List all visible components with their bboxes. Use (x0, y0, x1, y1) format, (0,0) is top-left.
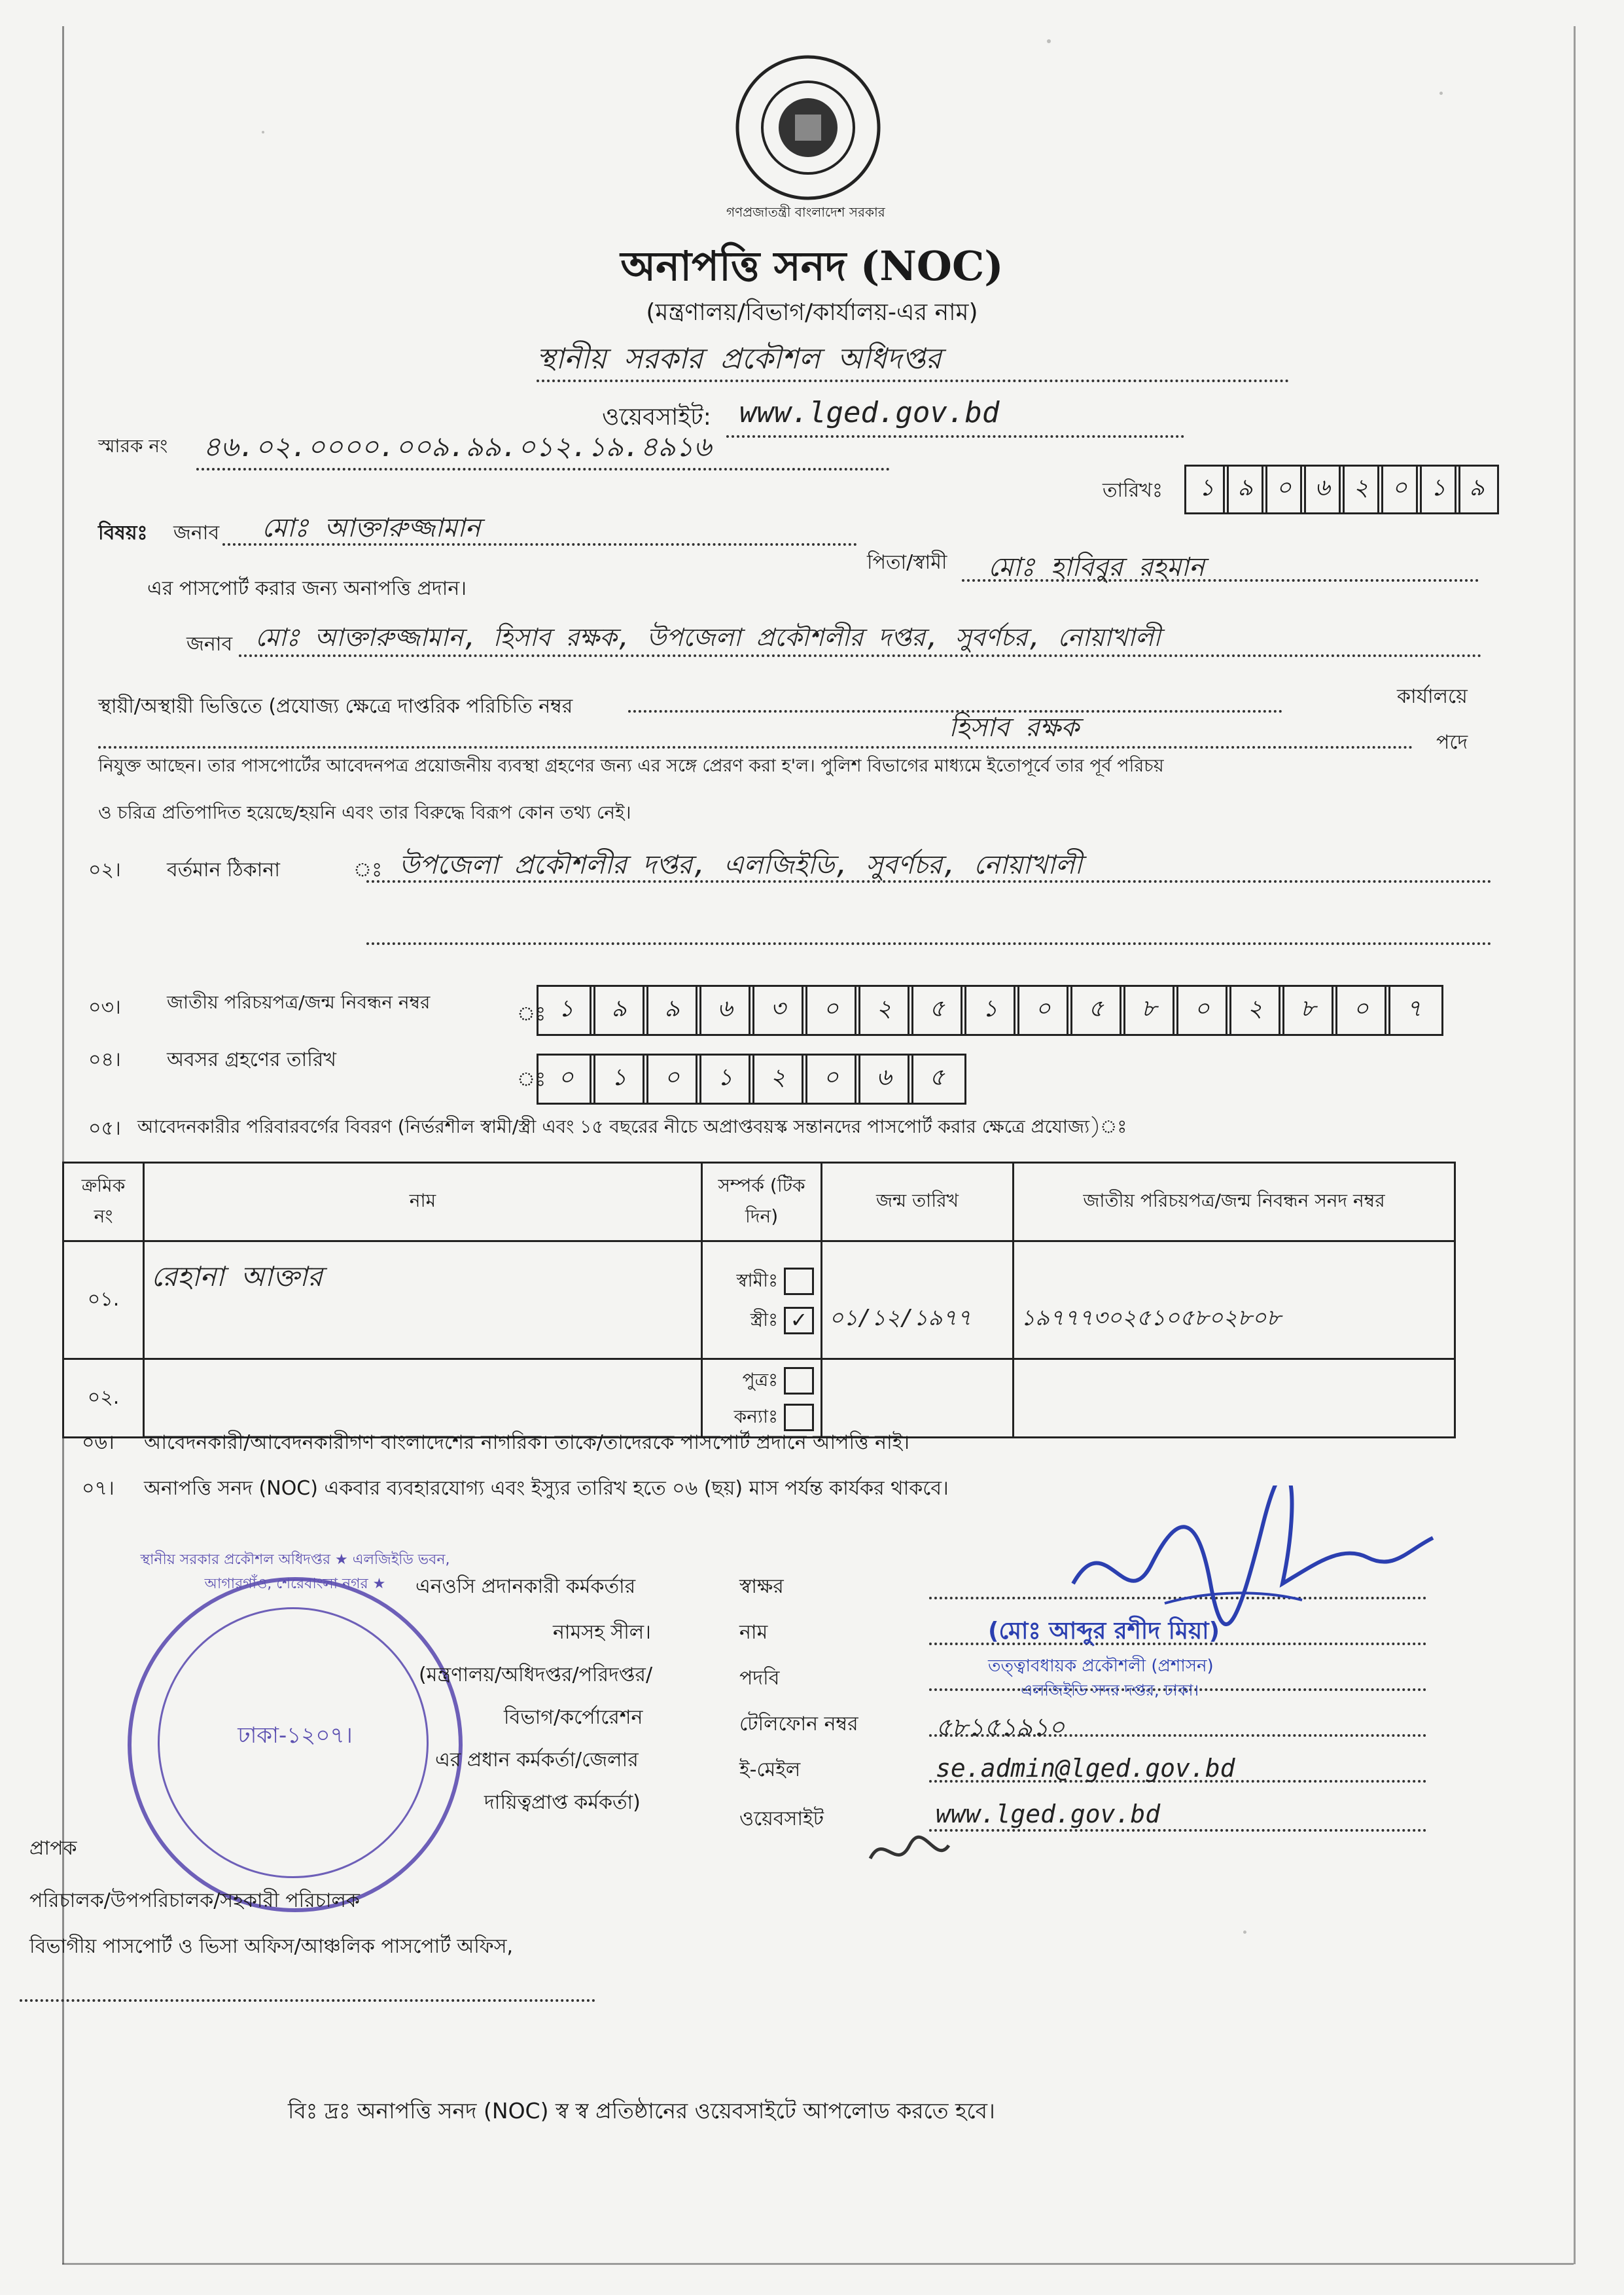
col-relation: সম্পর্ক (টিক দিন) (702, 1163, 822, 1241)
emblem-text: গণপ্রজাতন্ত্রী বাংলাদেশ সরকার (726, 204, 885, 220)
office-name-handwritten: স্থানীয় সরকার প্রকৌশল অধিদপ্তর (537, 342, 942, 376)
scan-noise (262, 131, 264, 133)
subject-label: বিষয়ঃ (98, 522, 148, 544)
father-label: পিতা/স্বামী (867, 551, 947, 574)
service-basis-text: স্থায়ী/অস্থায়ী ভিত্তিতে (প্রযোজ্য ক্ষেত্রে দাপ্তরিক পরিচিতি নম্বর (98, 695, 573, 718)
body-line-c: ও চরিত্র প্রতিপাদিত হয়েছে/হয়নি এবং তার বিরুদ্ধে বিরূপ কোন তথ্য নেই। (98, 802, 631, 823)
nid-digit-box: ২ (1226, 985, 1284, 1036)
item-02-no: ০২। (88, 859, 121, 881)
seal-center-text: ঢাকা-১২০৭। (238, 1722, 353, 1749)
rel-son-checkbox[interactable] (784, 1367, 814, 1395)
row2-relation (702, 1359, 822, 1438)
recipient-label: প্রাপক (29, 1837, 77, 1860)
applicant-name-dotted-line (222, 543, 857, 546)
officer-designation-stamp: তত্ত্বাবধায়ক প্রকৌশলী (প্রশাসন) (988, 1656, 1214, 1676)
father-dotted-line (962, 579, 1479, 582)
date-digit-box: ২ (1339, 465, 1383, 514)
date-label: তারিখঃ (1103, 479, 1163, 502)
field-name-label: নাম (739, 1621, 768, 1644)
retirement-digit-box: ১ (696, 1054, 754, 1105)
bottom-border-line (62, 2263, 1574, 2265)
father-name: মোঃ হাবিবুর রহমান (988, 552, 1205, 582)
officer-label-2: নামসহ সীল। (553, 1621, 651, 1644)
left-border-line (62, 26, 64, 2264)
item-04-no: ০৪। (88, 1048, 121, 1071)
row2-nid (1014, 1359, 1455, 1438)
body-line-b: নিযুক্ত আছেন। তার পাসপোর্টের আবেদনপত্র প্রয়োজনীয় ব্যবস্থা গ্রহণের জন্য এর সঙ্গে প্রেরণ করা হ'ল। পুলিশ বিভাগের মাধ্যমে ইতোপূর্বে তার পূর্ব পরিচয় (98, 756, 1164, 776)
scan-noise (1047, 39, 1051, 43)
rel-wife-checkbox[interactable]: ✓ (784, 1307, 814, 1334)
rel-son-label: পুত্রঃ (742, 1368, 779, 1391)
rel-husband-label: স্বামীঃ (736, 1269, 779, 1291)
nid-digit-box: ৭ (1385, 985, 1443, 1036)
family-table (62, 1162, 1456, 1438)
document-title: অনাপত্তি সনদ (NOC) (620, 242, 1004, 290)
scan-noise (1243, 1930, 1246, 1934)
date-digit-box: ১ (1416, 465, 1460, 514)
row1-dob (822, 1241, 1014, 1359)
website-dotted-line (726, 435, 1184, 438)
row2-dob (822, 1359, 1014, 1438)
colon: ঃ (353, 859, 383, 881)
right-border-line (1574, 26, 1576, 2264)
row1-name-value: রেহানা আক্তার (151, 1260, 323, 1292)
officer-label-6: দায়িত্বপ্রাপ্ত কর্মকর্তা) (484, 1791, 641, 1814)
row1-dob-value: ০১/১২/১৯৭৭ (829, 1305, 972, 1331)
applicant-name-office: মোঃ আক্তারুজ্জামান, হিসাব রক্ষক, উপজেলা প্রকৌশলীর দপ্তর, সুবর্ণচর, নোয়াখালী (255, 623, 1161, 652)
designation-dotted-line (98, 746, 1413, 749)
retirement-digit-box: ০ (537, 1054, 595, 1105)
office-seal (128, 1552, 463, 1912)
item-07-no: ০৭। (82, 1477, 115, 1500)
item-06-no: ০৬। (82, 1431, 115, 1454)
recipient-dotted-line (20, 1999, 595, 2002)
officer-designation-stamp-2: এলজিইডি সদর দপ্তর, ঢাকা। (1021, 1681, 1199, 1699)
retirement-digit-box: ১ (590, 1054, 648, 1105)
officer-label-3: (মন্ত্রণালয়/অধিদপ্তর/পরিদপ্তর/ (419, 1663, 653, 1686)
field-designation-label: পদবি (739, 1667, 780, 1690)
memo-label: স্মারক নং (98, 435, 168, 457)
nid-digit-box: ৫ (908, 985, 966, 1036)
row1-serial: ০১. (63, 1241, 144, 1359)
retirement-digit-box: ২ (749, 1054, 807, 1105)
date-digit-box: ০ (1377, 465, 1422, 514)
retirement-digit-box: ৫ (908, 1054, 966, 1105)
date-digit-box: ৬ (1300, 465, 1345, 514)
rel-daughter-label: কন্যাঃ (733, 1405, 779, 1427)
item-02-label: বর্তমান ঠিকানা (167, 859, 280, 881)
website-field-value: www.lged.gov.bd (936, 1800, 1161, 1828)
nid-digit-box: ০ (1173, 985, 1231, 1036)
col-dob: জন্ম তারিখ (822, 1163, 1014, 1241)
table-row (63, 1241, 1455, 1359)
address-dotted-line-1 (366, 880, 1492, 883)
table-row (63, 1359, 1455, 1438)
memo-number: ৪৬.০২.০০০০.০০৯.৯৯.০১২.১৯.৪৯১৬ (203, 431, 712, 463)
date-digit-box: ১ (1184, 465, 1229, 514)
current-address-value: উপজেলা প্রকৌশলীর দপ্তর, এলজিইডি, সুবর্ণচর, নোয়াখালী (399, 850, 1082, 880)
government-emblem (733, 52, 883, 203)
email-value: se.admin@lged.gov.bd (936, 1754, 1235, 1783)
item-05-label: আবেদনকারীর পরিবারবর্গের বিবরণ (নির্ভরশীল স্বামী/স্ত্রী এবং ১৫ বছরের নীচে অপ্রাপ্তবয়স্ক সন্তানদের পাসপোর্ট করার ক্ষেত্রে প্রযোজ্য)ঃ (137, 1116, 1127, 1137)
item-05-no: ০৫। (88, 1117, 121, 1140)
nid-digit-box: ২ (855, 985, 913, 1036)
memo-dotted-line (196, 468, 890, 471)
officer-name-stamp: (মোঃ আব্দুর রশীদ মিয়া) (988, 1618, 1220, 1645)
row1-nid (1014, 1241, 1455, 1359)
applicant-name: মোঃ আক্তারুজ্জামান (262, 513, 481, 543)
colon: ঃ (517, 1068, 546, 1091)
nid-digit-box: ৫ (1067, 985, 1125, 1036)
website-value: www.lged.gov.bd (739, 396, 1000, 429)
seal-text: স্থানীয় সরকার প্রকৌশল অধিদপ্তর ★ এলজিইডি ভবন, আগারগাঁও, শেরেবাংলা নগর ★ (140, 1552, 450, 1592)
nid-digit-box: ৬ (696, 985, 754, 1036)
nid-digit-box: ৯ (643, 985, 701, 1036)
col-serial: ক্রমিক নং (63, 1163, 144, 1241)
body-mr-label: জনাব (186, 633, 233, 656)
row2-serial: ০২. (63, 1359, 144, 1438)
document-subtitle: (মন্ত্রণালয়/বিভাগ/কার্যালয়-এর নাম) (646, 299, 978, 326)
nid-digit-box: ০ (802, 985, 860, 1036)
nid-digit-box: ৩ (749, 985, 807, 1036)
post-suffix: পদে (1436, 731, 1468, 754)
website-field-dotted-line (929, 1829, 1426, 1832)
rel-wife-label: স্ত্রীঃ (750, 1308, 779, 1330)
officer-label-1: এনওসি প্রদানকারী কর্মকর্তার (415, 1575, 636, 1598)
recipient-line-2: বিভাগীয় পাসপোর্ট ও ভিসা অফিস/আঞ্চলিক পাসপোর্ট অফিস, (29, 1935, 514, 1958)
date-digit-box: ৯ (1455, 465, 1499, 514)
address-dotted-line-2 (366, 942, 1492, 945)
col-nid: জাতীয় পরিচয়পত্র/জন্ম নিবন্ধন সনদ নম্বর (1014, 1163, 1455, 1241)
row1-relation (702, 1241, 822, 1359)
date-digit-box: ০ (1262, 465, 1306, 514)
officer-label-4: বিভাগ/কর্পোরেশন (504, 1706, 643, 1729)
designation-value: হিসাব রক্ষক (949, 713, 1080, 743)
nid-digit-box: ১ (537, 985, 595, 1036)
retirement-digit-box: ৬ (855, 1054, 913, 1105)
field-signature-label: স্বাক্ষর (739, 1575, 784, 1598)
subject-line2: এর পাসপোর্ট করার জন্য অনাপত্তি প্রদান। (147, 577, 467, 600)
nid-digit-box: ০ (1014, 985, 1072, 1036)
website-label: ওয়েবসাইট: (602, 404, 711, 431)
subject-mr-label: জনাব (173, 522, 220, 544)
office-suffix: কার্যালয়ে (1397, 685, 1468, 708)
nid-digit-box: ০ (1332, 985, 1390, 1036)
office-name-dotted-line (537, 380, 1289, 382)
name-office-dotted-line (239, 654, 1482, 657)
field-email-label: ই-মেইল (739, 1758, 801, 1781)
item-03-label: জাতীয় পরিচয়পত্র/জন্ম নিবন্ধন নম্বর (167, 991, 431, 1013)
nid-digit-box: ৮ (1120, 985, 1178, 1036)
row1-name (144, 1241, 702, 1359)
rel-husband-checkbox[interactable] (784, 1268, 814, 1295)
field-phone-label: টেলিফোন নম্বর (739, 1713, 858, 1735)
initials-scribble (864, 1826, 955, 1878)
date-digit-box: ৯ (1223, 465, 1267, 514)
officer-label-5: এর প্রধান কর্মকর্তা/জেলার (435, 1749, 639, 1771)
item-03-no: ০৩। (88, 996, 121, 1019)
field-website-label: ওয়েবসাইট (739, 1807, 824, 1830)
retirement-digit-box: ০ (802, 1054, 860, 1105)
footer-note: বিঃ দ্রঃ অনাপত্তি সনদ (NOC) স্ব স্ব প্রতিষ্ঠানের ওয়েবসাইটে আপলোড করতে হবে। (288, 2098, 995, 2124)
row2-name (144, 1359, 702, 1438)
retirement-digit-box: ০ (643, 1054, 701, 1105)
nid-digit-box: ১ (961, 985, 1019, 1036)
nid-digit-box: ৯ (590, 985, 648, 1036)
col-name: নাম (144, 1163, 702, 1241)
item-07-text: অনাপত্তি সনদ (NOC) একবার ব্যবহারযোগ্য এবং ইস্যুর তারিখ হতে ০৬ (ছয়) মাস পর্যন্ত কার্যকর থাকবে। (144, 1477, 949, 1500)
phone-value: ৫৮১৫১৯১০ (936, 1713, 1065, 1741)
colon: ঃ (517, 1003, 546, 1025)
item-04-label: অবসর গ্রহণের তারিখ (167, 1048, 336, 1071)
scan-noise (1439, 92, 1443, 95)
item-06-text: আবেদনকারী/আবেদনকারীগণ বাংলাদেশের নাগরিক। তাকে/তাদেরকে পাসপোর্ট প্রদানে আপত্তি নাই। (144, 1431, 910, 1454)
row1-nid-value: ১৯৭৭৭৩০২৫১০৫৮০২৮০৮ (1021, 1305, 1281, 1331)
recipient-line-1: পরিচালক/উপপরিচালক/সহকারী পরিচালক (29, 1889, 360, 1912)
nid-digit-box: ৮ (1279, 985, 1337, 1036)
